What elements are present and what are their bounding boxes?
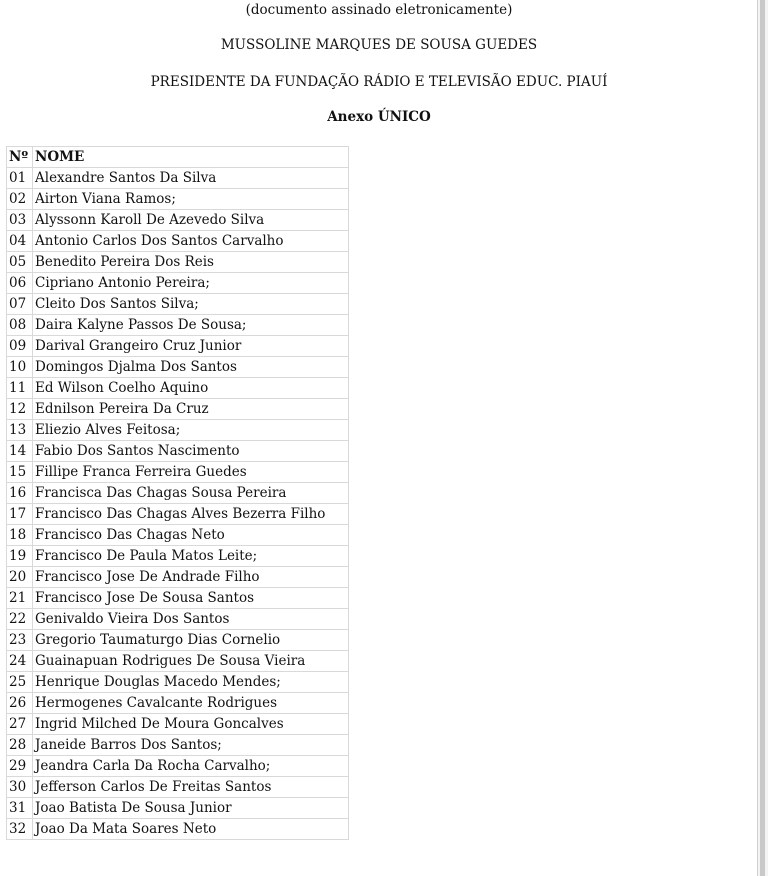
row-name: Janeide Barros Dos Santos;	[33, 735, 349, 756]
table-row	[7, 777, 349, 798]
row-name: Genivaldo Vieira Dos Santos	[33, 609, 349, 630]
row-number: 26	[7, 693, 33, 714]
signed-note: (documento assinado eletronicamente)	[245, 2, 513, 18]
row-name: Francisco Das Chagas Alves Bezerra Filho	[33, 504, 349, 525]
row-number: 18	[7, 525, 33, 546]
vertical-scrollbar[interactable]	[757, 0, 768, 876]
row-name: Ingrid Milched De Moura Goncalves	[33, 714, 349, 735]
row-number: 04	[7, 231, 33, 252]
row-name: Antonio Carlos Dos Santos Carvalho	[33, 231, 349, 252]
row-name: Alyssonn Karoll De Azevedo Silva	[33, 210, 349, 231]
row-number: 20	[7, 567, 33, 588]
table-row	[7, 441, 349, 462]
row-name: Benedito Pereira Dos Reis	[33, 252, 349, 273]
table-row	[7, 231, 349, 252]
table-row	[7, 168, 349, 189]
scrollbar-thumb[interactable]	[760, 0, 765, 876]
row-number: 01	[7, 168, 33, 189]
row-number: 12	[7, 399, 33, 420]
row-number: 17	[7, 504, 33, 525]
row-number: 14	[7, 441, 33, 462]
names-table	[6, 146, 349, 840]
row-name: Joao Da Mata Soares Neto	[33, 819, 349, 840]
row-name: Francisco Das Chagas Neto	[33, 525, 349, 546]
row-name: Daira Kalyne Passos De Sousa;	[33, 315, 349, 336]
row-number: 28	[7, 735, 33, 756]
row-name: Darival Grangeiro Cruz Junior	[33, 336, 349, 357]
table-row	[7, 420, 349, 441]
row-name: Alexandre Santos Da Silva	[33, 168, 349, 189]
annex-title: Anexo ÚNICO	[327, 109, 431, 125]
table-row	[7, 798, 349, 819]
row-number: 11	[7, 378, 33, 399]
row-number: 02	[7, 189, 33, 210]
row-number: 15	[7, 462, 33, 483]
row-number: 09	[7, 336, 33, 357]
row-name: Hermogenes Cavalcante Rodrigues	[33, 693, 349, 714]
row-name: Domingos Djalma Dos Santos	[33, 357, 349, 378]
row-number: 21	[7, 588, 33, 609]
row-number: 23	[7, 630, 33, 651]
col-number-header: Nº	[7, 147, 33, 168]
row-number: 07	[7, 294, 33, 315]
row-number: 10	[7, 357, 33, 378]
row-number: 30	[7, 777, 33, 798]
table-row	[7, 210, 349, 231]
table-row	[7, 399, 349, 420]
row-name: Jefferson Carlos De Freitas Santos	[33, 777, 349, 798]
row-number: 03	[7, 210, 33, 231]
row-number: 29	[7, 756, 33, 777]
table-row	[7, 315, 349, 336]
row-number: 19	[7, 546, 33, 567]
table-row	[7, 378, 349, 399]
table-header-row	[7, 147, 349, 168]
table-row	[7, 483, 349, 504]
row-number: 05	[7, 252, 33, 273]
row-name: Cipriano Antonio Pereira;	[33, 273, 349, 294]
col-name-header: NOME	[33, 147, 349, 168]
row-name: Guainapuan Rodrigues De Sousa Vieira	[33, 651, 349, 672]
row-name: Ed Wilson Coelho Aquino	[33, 378, 349, 399]
row-number: 22	[7, 609, 33, 630]
table-row	[7, 651, 349, 672]
table-row	[7, 336, 349, 357]
row-name: Francisco Jose De Andrade Filho	[33, 567, 349, 588]
row-name: Airton Viana Ramos;	[33, 189, 349, 210]
table-row	[7, 357, 349, 378]
table-row	[7, 525, 349, 546]
row-name: Francisco Jose De Sousa Santos	[33, 588, 349, 609]
signer-title: PRESIDENTE DA FUNDAÇÃO RÁDIO E TELEVISÃO EDUC. PIAUÍ	[150, 74, 608, 90]
row-name: Fillipe Franca Ferreira Guedes	[33, 462, 349, 483]
row-name: Cleito Dos Santos Silva;	[33, 294, 349, 315]
row-number: 24	[7, 651, 33, 672]
table-row	[7, 735, 349, 756]
signer-name: MUSSOLINE MARQUES DE SOUSA GUEDES	[220, 37, 538, 53]
row-name: Jeandra Carla Da Rocha Carvalho;	[33, 756, 349, 777]
table-row	[7, 819, 349, 840]
row-number: 31	[7, 798, 33, 819]
row-number: 27	[7, 714, 33, 735]
table-row	[7, 294, 349, 315]
row-number: 13	[7, 420, 33, 441]
table-row	[7, 252, 349, 273]
row-name: Francisco De Paula Matos Leite;	[33, 546, 349, 567]
row-number: 25	[7, 672, 33, 693]
row-name: Francisca Das Chagas Sousa Pereira	[33, 483, 349, 504]
row-number: 06	[7, 273, 33, 294]
table-row	[7, 714, 349, 735]
row-name: Joao Batista De Sousa Junior	[33, 798, 349, 819]
row-number: 08	[7, 315, 33, 336]
table-row	[7, 609, 349, 630]
table-row	[7, 546, 349, 567]
table-row	[7, 693, 349, 714]
table-row	[7, 588, 349, 609]
table-row	[7, 567, 349, 588]
row-name: Eliezio Alves Feitosa;	[33, 420, 349, 441]
row-number: 16	[7, 483, 33, 504]
table-row	[7, 756, 349, 777]
table-row	[7, 630, 349, 651]
row-name: Gregorio Taumaturgo Dias Cornelio	[33, 630, 349, 651]
row-name: Henrique Douglas Macedo Mendes;	[33, 672, 349, 693]
table-row	[7, 462, 349, 483]
row-number: 32	[7, 819, 33, 840]
table-row	[7, 672, 349, 693]
table-row	[7, 273, 349, 294]
table-row	[7, 189, 349, 210]
table-row	[7, 504, 349, 525]
row-name: Ednilson Pereira Da Cruz	[33, 399, 349, 420]
row-name: Fabio Dos Santos Nascimento	[33, 441, 349, 462]
